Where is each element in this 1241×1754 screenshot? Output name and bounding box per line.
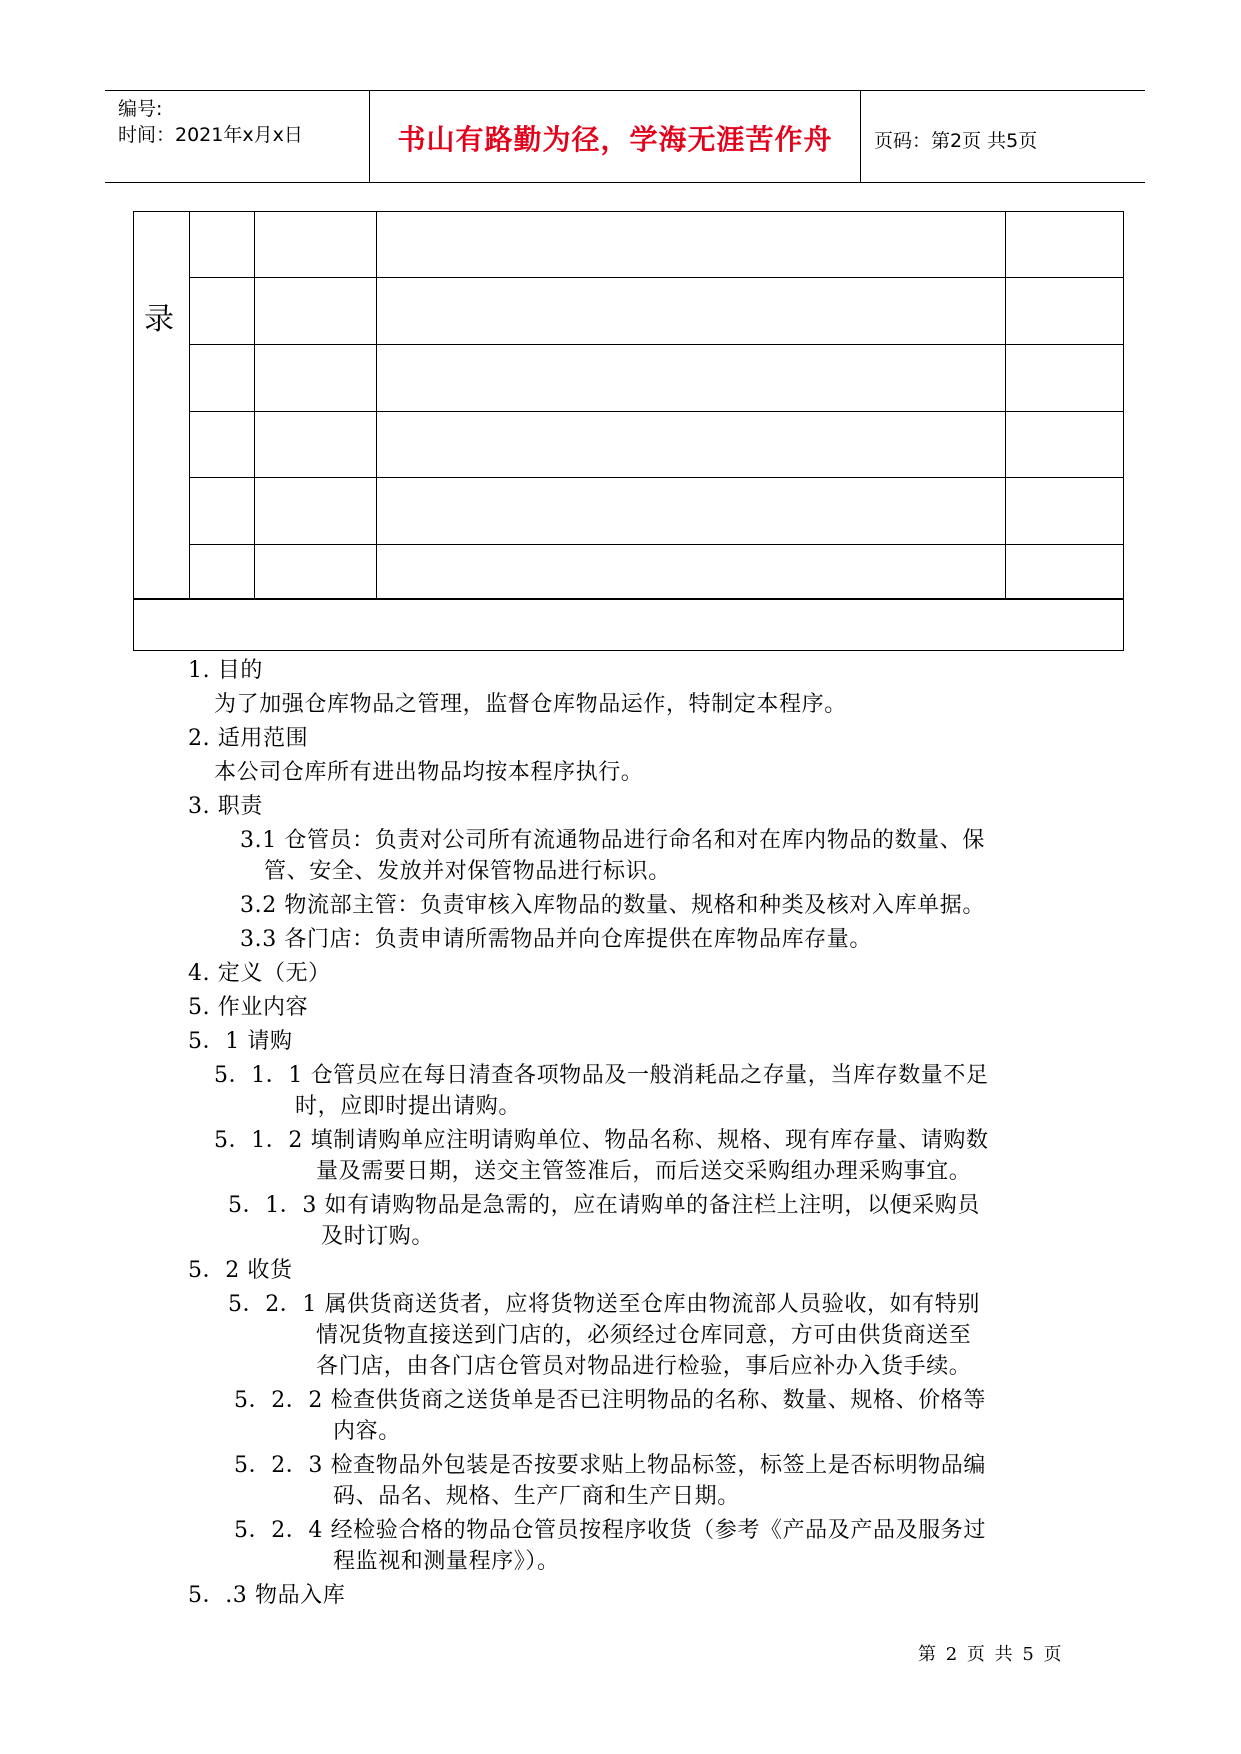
section-5-2-1-line-3: 各门店，由各门店仓管员对物品进行检验，事后应补办入货手续。 — [316, 1354, 972, 1379]
record-table-row-divider-2 — [189, 344, 1123, 345]
section-5-1-3-line-1: 5．1．3 如有请购物品是急需的，应在请购单的备注栏上注明，以便采购员 — [228, 1193, 980, 1218]
section-5-1-2-line-2: 量及需要日期，送交主管签准后，而后送交采购组办理采购事宜。 — [316, 1159, 972, 1184]
record-table-row-divider-1 — [189, 277, 1123, 278]
document-time-label: 时间：2021年x月x日 — [118, 124, 303, 146]
section-1-text: 为了加强仓库物品之管理，监督仓库物品运作，特制定本程序。 — [214, 692, 847, 717]
record-table-side-char: 录 — [144, 302, 174, 337]
section-5-1-1-line-1: 5．1．1 仓管员应在每日清查各项物品及一般消耗品之存量，当库存数量不足 — [214, 1063, 989, 1088]
document-number-label: 编号: — [118, 98, 163, 120]
section-4-title: 4. 定义（无） — [188, 961, 331, 986]
section-5-2-1-line-1: 5．2．1 属供货商送货者，应将货物送至仓库由物流部人员验收，如有特别 — [228, 1292, 980, 1317]
header-page-info: 页码：第2页 共5页 — [874, 130, 1038, 152]
section-2-text: 本公司仓库所有进出物品均按本程序执行。 — [214, 760, 644, 785]
record-table-row-divider-5 — [189, 544, 1123, 545]
section-3-2: 3.2 物流部主管：负责审核入库物品的数量、规格和种类及核对入库单据。 — [240, 893, 985, 918]
section-3-title: 3. 职责 — [188, 794, 263, 819]
record-table-col-divider-4 — [1005, 212, 1006, 599]
record-table — [133, 211, 1124, 651]
section-5-2-2-line-1: 5．2．2 检查供货商之送货单是否已注明物品的名称、数量、规格、价格等 — [234, 1388, 986, 1413]
section-5-2-4-line-2: 程监视和测量程序》）。 — [333, 1549, 560, 1574]
section-5-1-title: 5．1 请购 — [188, 1029, 293, 1054]
record-table-col-divider-3 — [376, 212, 377, 599]
header-motto: 书山有路勤为径，学海无涯苦作舟 — [397, 123, 833, 156]
record-table-row-divider-3 — [189, 411, 1123, 412]
section-5-2-1-line-2: 情况货物直接送到门店的，必须经过仓库同意，方可由供货商送至 — [316, 1323, 972, 1348]
section-5-3-title: 5．.3 物品入库 — [188, 1583, 346, 1608]
record-table-col-divider-1 — [189, 212, 190, 599]
section-5-2-3-line-2: 码、品名、规格、生产厂商和生产日期。 — [333, 1484, 740, 1509]
footer-page-number: 第 2 页 共 5 页 — [918, 1644, 1064, 1665]
section-5-2-4-line-1: 5．2．4 经检验合格的物品仓管员按程序收货（参考《产品及产品及服务过 — [234, 1518, 986, 1543]
section-5-2-3-line-1: 5．2．3 检查物品外包装是否按要求贴上物品标签，标签上是否标明物品编 — [234, 1453, 986, 1478]
section-3-1-line-2: 管、安全、发放并对保管物品进行标识。 — [264, 859, 671, 884]
record-table-col-divider-2 — [254, 212, 255, 599]
record-table-footer-divider — [134, 598, 1123, 600]
section-5-2-title: 5．2 收货 — [188, 1258, 293, 1283]
section-2-title: 2. 适用范围 — [188, 726, 309, 751]
section-3-3: 3.3 各门店：负责申请所需物品并向仓库提供在库物品库存量。 — [240, 927, 872, 952]
section-5-1-3-line-2: 及时订购。 — [321, 1224, 435, 1249]
section-5-1-2-line-1: 5．1．2 填制请购单应注明请购单位、物品名称、规格、现有库存量、请购数 — [214, 1128, 989, 1153]
section-5-1-1-line-2: 时，应即时提出请购。 — [295, 1094, 522, 1119]
header-bottom-rule — [105, 182, 1145, 183]
header-divider-right — [860, 90, 861, 182]
section-3-1-line-1: 3.1 仓管员：负责对公司所有流通物品进行命名和对在库内物品的数量、保 — [240, 828, 985, 853]
section-5-title: 5. 作业内容 — [188, 995, 309, 1020]
section-1-title: 1. 目的 — [188, 658, 263, 683]
section-5-2-2-line-2: 内容。 — [333, 1419, 401, 1444]
record-table-row-divider-4 — [189, 477, 1123, 478]
header-top-rule — [105, 90, 1145, 91]
